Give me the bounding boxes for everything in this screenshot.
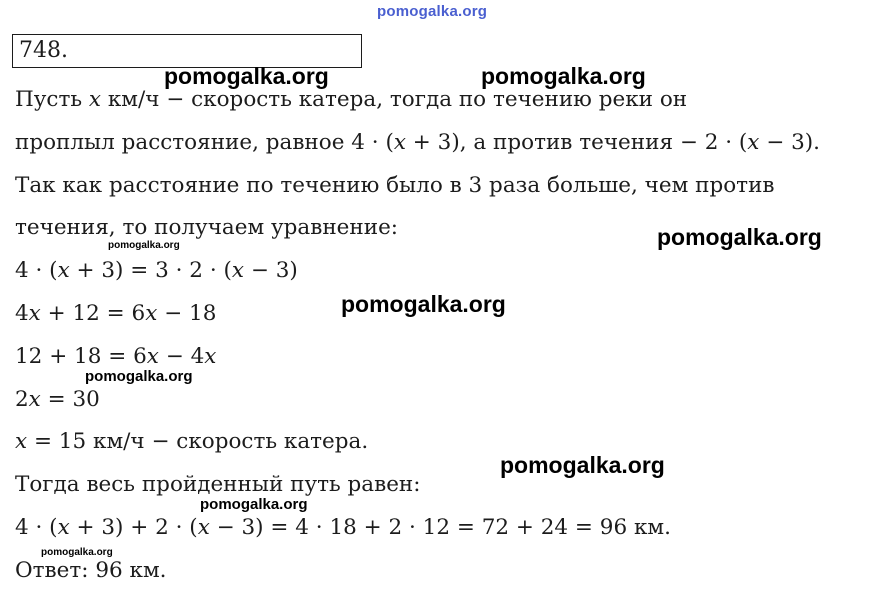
equation-line-3: 12 + 18 = 6𝑥 − 4𝑥 [15, 344, 217, 369]
solution-line-3: Так как расстояние по течению было в 3 раза больше, чем против [15, 173, 775, 198]
equation-line-1: 4 · (𝑥 + 3) = 3 · 2 · (𝑥 − 3) [15, 258, 298, 283]
watermark-8: pomogalka.org [200, 496, 308, 513]
watermark-6: pomogalka.org [85, 368, 193, 385]
total-distance-line: 4 · (𝑥 + 3) + 2 · (𝑥 − 3) = 4 · 18 + 2 · 12 = 72 + 24 = 96 км. [15, 515, 671, 540]
solution-line-10: Тогда весь пройденный путь равен: [15, 472, 421, 497]
answer-line: Ответ: 96 км. [15, 558, 167, 583]
solution-line-2: проплыл расстояние, равное 4 · (𝑥 + 3), а против течения − 2 · (𝑥 − 3). [15, 130, 820, 155]
watermark-top: pomogalka.org [377, 3, 488, 20]
equation-line-4: 2𝑥 = 30 [15, 387, 100, 412]
watermark-3: pomogalka.org [657, 224, 822, 250]
watermark-9: pomogalka.org [41, 547, 113, 558]
task-number: 748. [19, 38, 68, 63]
watermark-7: pomogalka.org [500, 452, 665, 478]
watermark-2: pomogalka.org [481, 63, 646, 89]
watermark-5: pomogalka.org [341, 291, 506, 317]
solution-line-1: Пусть 𝑥 км/ч − скорость катера, тогда по течению реки он [15, 87, 688, 112]
equation-line-2: 4𝑥 + 12 = 6𝑥 − 18 [15, 301, 217, 326]
solution-line-4: течения, то получаем уравнение: [15, 215, 399, 240]
watermark-1: pomogalka.org [164, 63, 329, 89]
watermark-4: pomogalka.org [108, 240, 180, 251]
equation-line-5: 𝑥 = 15 км/ч − скорость катера. [15, 429, 369, 454]
